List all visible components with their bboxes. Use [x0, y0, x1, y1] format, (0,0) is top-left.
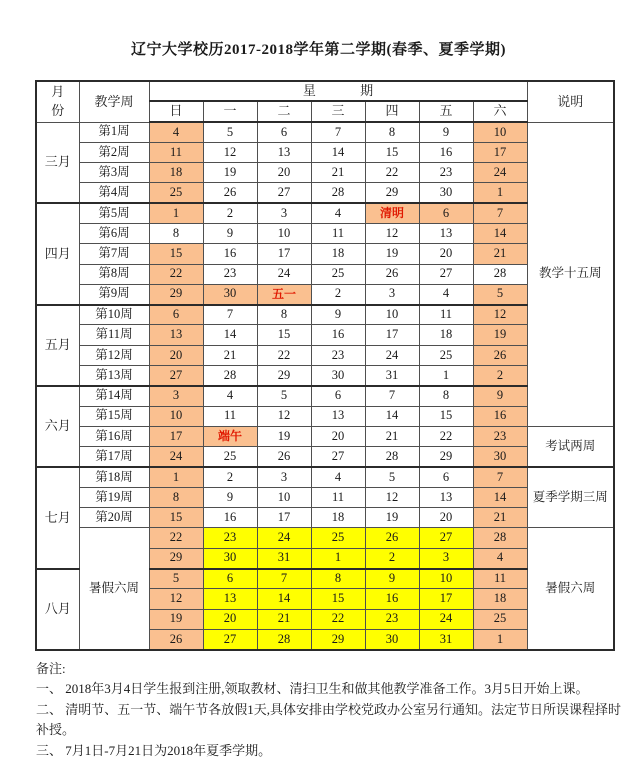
day-cell: 28: [203, 366, 257, 386]
week-cell: 第5周: [79, 203, 149, 223]
day-cell: 2: [203, 203, 257, 223]
week-cell: 第15周: [79, 406, 149, 426]
day-cell: 5: [203, 122, 257, 142]
day-cell: 6: [419, 203, 473, 223]
day-cell: 19: [365, 244, 419, 264]
day-cell: 25: [419, 345, 473, 365]
day-cell: 14: [473, 223, 527, 243]
day-cell: 18: [473, 589, 527, 609]
day-cell: 10: [149, 406, 203, 426]
day-cell: 28: [311, 183, 365, 203]
weekday-tue: 二: [257, 101, 311, 122]
weekday-thu: 四: [365, 101, 419, 122]
day-cell: 27: [149, 366, 203, 386]
weekday-group-header: 星期: [149, 81, 527, 101]
day-cell: 24: [419, 609, 473, 629]
day-cell: 27: [203, 629, 257, 649]
day-cell: 13: [419, 487, 473, 507]
week-cell: 第4周: [79, 183, 149, 203]
weekday-sun: 日: [149, 101, 203, 122]
day-cell: 20: [311, 426, 365, 446]
day-cell: 20: [419, 508, 473, 528]
day-cell: 2: [203, 467, 257, 487]
day-cell: 13: [203, 589, 257, 609]
day-cell: 28: [473, 528, 527, 548]
note-line-1: 一、 2018年3月4日学生报到注册,领取教材、清扫卫生和做其他教学准备工作。3月5日开始上课。: [36, 681, 589, 697]
remark-cell: 夏季学期三周: [527, 467, 614, 528]
day-cell: 22: [257, 345, 311, 365]
day-cell: 22: [311, 609, 365, 629]
day-cell: 26: [473, 345, 527, 365]
day-cell: 9: [419, 122, 473, 142]
day-cell: 11: [473, 569, 527, 589]
day-cell: 12: [257, 406, 311, 426]
day-cell: 12: [365, 487, 419, 507]
day-cell: 30: [419, 183, 473, 203]
day-cell: 18: [311, 508, 365, 528]
day-cell: 30: [473, 447, 527, 467]
week-cell: 第8周: [79, 264, 149, 284]
day-cell: 29: [365, 183, 419, 203]
day-cell: 10: [473, 122, 527, 142]
day-cell: 30: [203, 548, 257, 568]
day-cell: 10: [365, 305, 419, 325]
day-cell: 4: [203, 386, 257, 406]
week-cell: 第14周: [79, 386, 149, 406]
notes-title: 备注:: [36, 660, 66, 676]
day-cell: 14: [311, 142, 365, 162]
day-cell: 23: [203, 528, 257, 548]
day-cell: 21: [257, 609, 311, 629]
day-cell: 29: [419, 447, 473, 467]
day-cell: 8: [257, 305, 311, 325]
weekday-sat: 六: [473, 101, 527, 122]
day-cell: 25: [311, 264, 365, 284]
day-cell: 19: [149, 609, 203, 629]
day-cell: 26: [365, 264, 419, 284]
day-cell: 15: [365, 142, 419, 162]
day-cell: 30: [365, 629, 419, 649]
day-cell: 10: [419, 569, 473, 589]
remark-cell: 教学十五周: [527, 122, 614, 426]
remark-cell: 暑假六周: [527, 528, 614, 650]
week-cell: 第3周: [79, 163, 149, 183]
day-cell: 5: [257, 386, 311, 406]
day-cell: 29: [311, 629, 365, 649]
day-cell: 28: [257, 629, 311, 649]
day-cell: 12: [473, 305, 527, 325]
day-cell: 29: [257, 366, 311, 386]
week-cell: 第7周: [79, 244, 149, 264]
day-cell: 23: [365, 609, 419, 629]
day-cell: 30: [311, 366, 365, 386]
day-cell: 1: [473, 629, 527, 649]
day-cell: 7: [365, 386, 419, 406]
week-cell: 第2周: [79, 142, 149, 162]
day-cell: 11: [149, 142, 203, 162]
day-cell: 11: [419, 305, 473, 325]
day-cell: 25: [311, 528, 365, 548]
day-cell: 14: [203, 325, 257, 345]
note-line-2: 二、 清明节、五一节、端午节各放假1天,具体安排由学校党政办公室另行通知。法定节日所误课程择时补授。: [36, 701, 622, 738]
day-cell: 13: [149, 325, 203, 345]
day-cell: 22: [419, 426, 473, 446]
day-cell: 11: [203, 406, 257, 426]
teaching-week-header: 教学周: [79, 81, 149, 122]
day-cell: 16: [365, 589, 419, 609]
day-cell: 5: [149, 569, 203, 589]
day-cell: 24: [473, 163, 527, 183]
day-cell: 端午: [203, 426, 257, 446]
day-cell: 29: [149, 548, 203, 568]
day-cell: 15: [419, 406, 473, 426]
weekday-wed: 三: [311, 101, 365, 122]
day-cell: 3: [257, 203, 311, 223]
day-cell: 12: [203, 142, 257, 162]
day-cell: 6: [311, 386, 365, 406]
notes: [36, 659, 623, 762]
week-cell: 第6周: [79, 223, 149, 243]
day-cell: 30: [203, 284, 257, 304]
week-cell: 第10周: [79, 305, 149, 325]
day-cell: 1: [149, 203, 203, 223]
day-cell: 9: [203, 223, 257, 243]
day-cell: 五一: [257, 284, 311, 304]
day-cell: 20: [419, 244, 473, 264]
day-cell: 17: [149, 426, 203, 446]
day-cell: 16: [203, 508, 257, 528]
day-cell: 6: [419, 467, 473, 487]
calendar-row: [36, 467, 614, 487]
day-cell: 31: [365, 366, 419, 386]
day-cell: 3: [419, 548, 473, 568]
remark-cell: 考试两周: [527, 426, 614, 467]
day-cell: 7: [473, 467, 527, 487]
week-cell: 第1周: [79, 122, 149, 142]
day-cell: 20: [149, 345, 203, 365]
day-cell: 19: [203, 163, 257, 183]
week-cell: 第9周: [79, 284, 149, 304]
day-cell: 19: [473, 325, 527, 345]
day-cell: 5: [473, 284, 527, 304]
header-row-1: [36, 81, 614, 101]
day-cell: 12: [365, 223, 419, 243]
weekday-fri: 五: [419, 101, 473, 122]
day-cell: 8: [419, 386, 473, 406]
day-cell: 13: [419, 223, 473, 243]
day-cell: 27: [419, 264, 473, 284]
day-cell: 18: [419, 325, 473, 345]
day-cell: 8: [149, 487, 203, 507]
week-cell: 第17周: [79, 447, 149, 467]
month-cell: 六月: [36, 386, 79, 467]
day-cell: 4: [311, 467, 365, 487]
day-cell: 10: [257, 487, 311, 507]
day-cell: 20: [203, 609, 257, 629]
day-cell: 14: [473, 487, 527, 507]
day-cell: 15: [311, 589, 365, 609]
day-cell: 12: [149, 589, 203, 609]
day-cell: 4: [311, 203, 365, 223]
day-cell: 18: [149, 163, 203, 183]
day-cell: 23: [473, 426, 527, 446]
day-cell: 1: [311, 548, 365, 568]
day-cell: 14: [257, 589, 311, 609]
week-cell: 第13周: [79, 366, 149, 386]
calendar-table: [35, 80, 615, 651]
day-cell: 19: [365, 508, 419, 528]
day-cell: 3: [257, 467, 311, 487]
day-cell: 9: [311, 305, 365, 325]
day-cell: 3: [149, 386, 203, 406]
weekday-mon: 一: [203, 101, 257, 122]
calendar-row: [36, 122, 614, 142]
day-cell: 9: [473, 386, 527, 406]
week-cell: 第20周: [79, 508, 149, 528]
day-cell: 21: [365, 426, 419, 446]
day-cell: 24: [365, 345, 419, 365]
day-cell: 26: [257, 447, 311, 467]
week-cell: 第11周: [79, 325, 149, 345]
day-cell: 17: [257, 244, 311, 264]
calendar-row: [36, 528, 614, 548]
day-cell: 31: [419, 629, 473, 649]
day-cell: 清明: [365, 203, 419, 223]
day-cell: 21: [311, 163, 365, 183]
day-cell: 25: [473, 609, 527, 629]
day-cell: 26: [203, 183, 257, 203]
page-title: 辽宁大学校历2017-2018学年第二学期(春季、夏季学期): [131, 42, 506, 58]
day-cell: 18: [311, 244, 365, 264]
day-cell: 2: [365, 548, 419, 568]
day-cell: 2: [473, 366, 527, 386]
day-cell: 16: [203, 244, 257, 264]
month-cell: 五月: [36, 305, 79, 386]
day-cell: 22: [149, 528, 203, 548]
day-cell: 27: [311, 447, 365, 467]
month-cell: 八月: [36, 569, 79, 650]
day-cell: 13: [311, 406, 365, 426]
day-cell: 31: [257, 548, 311, 568]
day-cell: 28: [473, 264, 527, 284]
month-cell: 七月: [36, 467, 79, 568]
day-cell: 3: [365, 284, 419, 304]
day-cell: 20: [257, 163, 311, 183]
day-cell: 13: [257, 142, 311, 162]
day-cell: 6: [149, 305, 203, 325]
day-cell: 24: [257, 528, 311, 548]
day-cell: 15: [149, 244, 203, 264]
calendar-body: [36, 122, 614, 650]
day-cell: 24: [257, 264, 311, 284]
day-cell: 8: [365, 122, 419, 142]
day-cell: 24: [149, 447, 203, 467]
day-cell: 9: [365, 569, 419, 589]
day-cell: 16: [419, 142, 473, 162]
day-cell: 25: [203, 447, 257, 467]
day-cell: 7: [311, 122, 365, 142]
day-cell: 5: [365, 467, 419, 487]
day-cell: 11: [311, 223, 365, 243]
day-cell: 8: [149, 223, 203, 243]
day-cell: 19: [257, 426, 311, 446]
day-cell: 1: [419, 366, 473, 386]
day-cell: 23: [203, 264, 257, 284]
week-cell: 第16周: [79, 426, 149, 446]
day-cell: 29: [149, 284, 203, 304]
day-cell: 1: [149, 467, 203, 487]
day-cell: 7: [473, 203, 527, 223]
calendar-wrap: [35, 80, 637, 651]
day-cell: 22: [149, 264, 203, 284]
day-cell: 27: [419, 528, 473, 548]
remark-header: 说明: [527, 81, 614, 122]
note-line-3: 三、 7月1日-7月21日为2018年夏季学期。: [36, 742, 272, 758]
week-cell: 第12周: [79, 345, 149, 365]
day-cell: 4: [149, 122, 203, 142]
calendar-row: [36, 426, 614, 446]
day-cell: 4: [473, 548, 527, 568]
day-cell: 16: [311, 325, 365, 345]
day-cell: 17: [473, 142, 527, 162]
day-cell: 8: [311, 569, 365, 589]
day-cell: 15: [257, 325, 311, 345]
day-cell: 11: [311, 487, 365, 507]
day-cell: 6: [203, 569, 257, 589]
day-cell: 16: [473, 406, 527, 426]
day-cell: 15: [149, 508, 203, 528]
day-cell: 21: [473, 244, 527, 264]
day-cell: 22: [365, 163, 419, 183]
day-cell: 6: [257, 122, 311, 142]
day-cell: 2: [311, 284, 365, 304]
day-cell: 10: [257, 223, 311, 243]
month-cell: 四月: [36, 203, 79, 304]
day-cell: 21: [203, 345, 257, 365]
day-cell: 17: [257, 508, 311, 528]
day-cell: 23: [419, 163, 473, 183]
day-cell: 7: [203, 305, 257, 325]
month-cell: 三月: [36, 122, 79, 203]
week-cell: 第19周: [79, 487, 149, 507]
day-cell: 21: [473, 508, 527, 528]
day-cell: 14: [365, 406, 419, 426]
day-cell: 17: [365, 325, 419, 345]
day-cell: 26: [365, 528, 419, 548]
day-cell: 7: [257, 569, 311, 589]
day-cell: 9: [203, 487, 257, 507]
week-cell: 暑假六周: [79, 528, 149, 650]
day-cell: 25: [149, 183, 203, 203]
day-cell: 23: [311, 345, 365, 365]
day-cell: 4: [419, 284, 473, 304]
month-header: 月份: [36, 81, 79, 122]
week-cell: 第18周: [79, 467, 149, 487]
day-cell: 26: [149, 629, 203, 649]
day-cell: 28: [365, 447, 419, 467]
day-cell: 1: [473, 183, 527, 203]
day-cell: 17: [419, 589, 473, 609]
day-cell: 27: [257, 183, 311, 203]
